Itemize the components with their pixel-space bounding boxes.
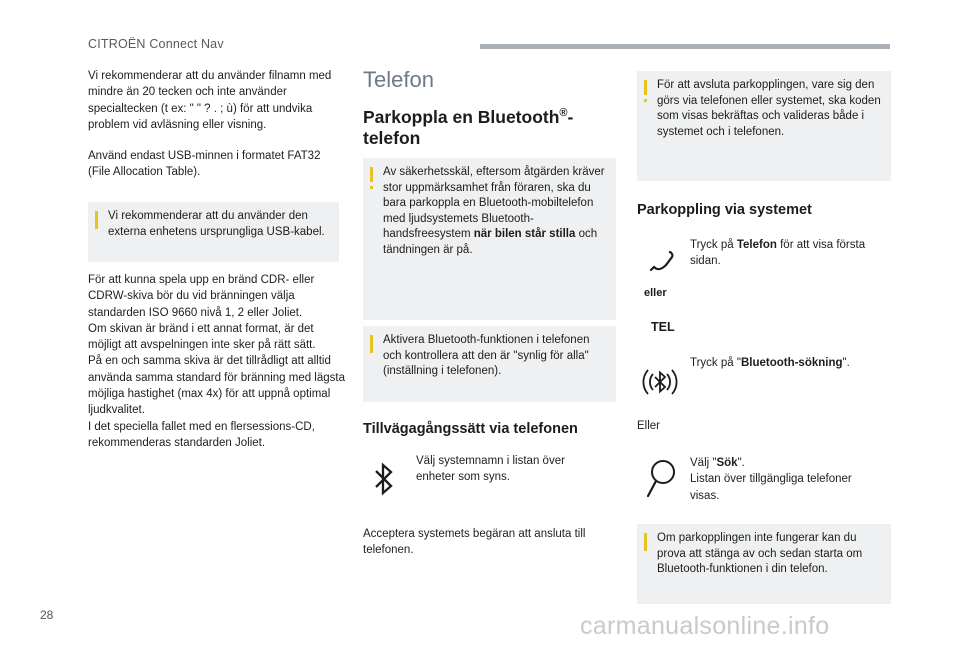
info-text: Om parkopplingen inte fungerar kan du prova att stänga av och sedan starta om Bluetooth-funktionen i din telefon.: [657, 532, 863, 576]
warning-text: [383, 165, 608, 259]
bluetooth-icon: [371, 459, 397, 499]
heading-text-line2: telefon: [363, 127, 421, 148]
info-marker: [644, 533, 647, 551]
heading-registered-mark: ®: [559, 107, 568, 119]
step-text: Välj ": [690, 457, 717, 469]
search-icon: [645, 458, 679, 500]
info-box-usb-cable: [88, 202, 339, 262]
warning-marker: [644, 80, 647, 95]
step-text: Tryck på: [690, 239, 737, 251]
warning-text-end: och tändningen är på.: [383, 228, 598, 256]
phone-icon: [648, 247, 676, 275]
paragraph-usb-format: Använd endast USB-minnen i formatet FAT32 (File Allocation Table).: [88, 150, 321, 179]
paragraph-cd-standard: För att kunna spela upp en bränd CDR- eller CDRW-skiva bör du vid bränningen välja standarden ISO 9660 nivå 1, 2 eller Joliet.: [88, 274, 315, 319]
paragraph-cd-speed: På en och samma skiva är det tillrådligt att alltid använda samma standard för bränning med lägsta möjliga hastighet (max 4x) för att uppnå optimal ljudkvalitet.: [88, 355, 345, 417]
heading-dash: -: [567, 106, 574, 127]
step-text: ".: [737, 457, 745, 469]
paragraph-cd-multisession: I det speciella fallet med en flersessions-CD, rekommenderas standarden Joliet.: [88, 420, 315, 449]
warning-text-start: Av säkerhetsskäl, eftersom åtgärden kräver stor uppmärksamhet från föraren, ska du bara parkoppla en Bluetooth-mobiltelefon med ljudsystemets Bluetooth-handsfreesystem: [383, 166, 605, 241]
warning-text: För att avsluta parkopplingen, vare sig den görs via telefonen eller systemet, ska koden som visas bekräftas och valideras både i systemet och i telefonen.: [657, 79, 881, 138]
step-bluetooth-search: [690, 355, 880, 371]
info-text: Vi rekommenderar att du använder den externa enhetens ursprungliga USB-kabel.: [108, 210, 325, 238]
info-marker: [95, 211, 98, 229]
heading-pair-bluetooth: [363, 103, 623, 149]
bluetooth-search-icon: [640, 362, 680, 402]
heading-via-phone: Tillvägagångssätt via telefonen: [363, 421, 578, 437]
paragraph-filename: Vi rekommenderar att du använder filnamn med mindre än 20 tecken och inte använder specialtecken (t ex: " " ? . ; ù) för att undvika problem vid avläsning eller visning.: [88, 70, 332, 131]
step-text: Tryck på ": [690, 357, 741, 369]
tel-button-label: TEL: [651, 320, 675, 334]
document-header-title: CITROËN Connect Nav: [88, 37, 224, 51]
page-number: 28: [40, 608, 54, 622]
step-text-bold: Telefon: [736, 239, 777, 251]
info-text: Aktivera Bluetooth-funktionen i telefonen och kontrollera att den är "synlig för alla" (inställning i telefonen).: [383, 334, 590, 378]
header-divider-bar: [480, 44, 890, 49]
step-text-line2: Listan över tillgängliga telefoner visas.: [690, 473, 852, 502]
warning-text-bold: när bilen står stilla: [473, 228, 576, 241]
paragraph-accept-request: Acceptera systemets begäran att ansluta till telefonen.: [363, 528, 586, 557]
warning-marker-dot: [370, 186, 373, 189]
step-text: för att visa första sidan.: [690, 239, 866, 268]
paragraph-cd-burning: [88, 272, 346, 451]
step-press-telefon: [690, 237, 880, 270]
info-marker: [370, 335, 373, 353]
warning-box-pairing-code: [637, 71, 891, 181]
paragraph-cd-format: Om skivan är bränd i ett annat format, är det möjligt att avspelningen inte sker på rätt sätt.: [88, 322, 316, 352]
step-text-bold: Bluetooth-sökning: [740, 357, 843, 369]
label-or: Eller: [637, 420, 661, 432]
step-select-system-name: Välj systemnamn i listan över enheter som syns.: [416, 455, 565, 484]
watermark-text: carmanualsonline.info: [580, 612, 830, 640]
warning-box-safety: [363, 158, 616, 320]
heading-via-system: Parkoppling via systemet: [637, 202, 812, 218]
warning-marker-dot: [644, 99, 647, 102]
step-text-bold: Sök: [716, 457, 738, 469]
info-box-bluetooth-visible: [363, 326, 616, 402]
heading-text: Parkoppla en Bluetooth: [363, 106, 560, 127]
step-text: ".: [842, 357, 850, 369]
section-title: Telefon: [363, 67, 434, 92]
info-box-restart-bluetooth: [637, 524, 891, 604]
step-select-search: [690, 455, 880, 504]
warning-marker: [370, 167, 373, 182]
label-or-small: eller: [644, 287, 667, 299]
